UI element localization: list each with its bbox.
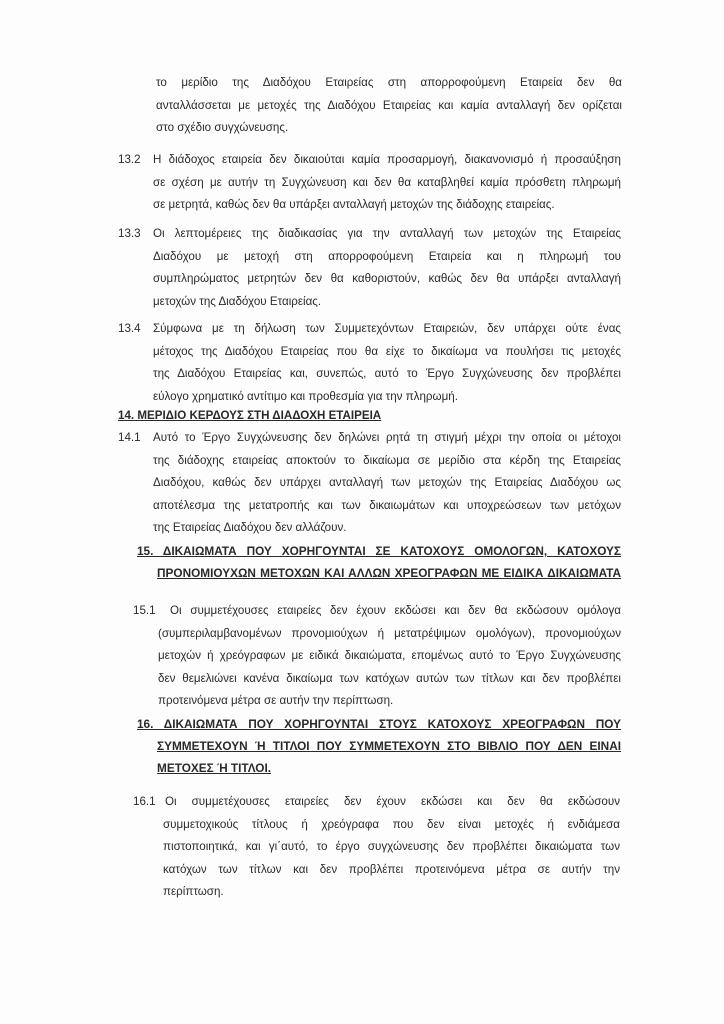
- section-heading-14: [118, 405, 381, 427]
- text-line: μέτοχος της Διαδόχου Εταιρείας που θα είχε το δικαίωμα να πουλήσει τις μετοχές: [153, 344, 621, 358]
- paragraph-16-1: [165, 791, 620, 904]
- text-line: μετοχών ή χρεόγραφων με ειδικά δικαιώματα, επομένως αυτό το Έργο Συγχώνευσης: [158, 649, 621, 663]
- heading-text: 14. ΜΕΡΙΔΙΟ ΚΕΡΔΟΥΣ ΣΤΗ ΔΙΑΔΟΧΗ ΕΤΑΙΡΕΙΑ: [118, 409, 382, 422]
- intro-paragraph: [156, 72, 622, 140]
- text-line: πιστοποιητικά, και γι΄αυτό, το έργο συγχώνευσης δεν προβλέπει δικαιώματα των: [163, 840, 620, 854]
- text-line: μετοχών της Διαδόχου Εταιρείας.: [153, 294, 322, 308]
- text-line: (συμπεριλαμβανομένων προνομιούχων ή μετατρέψιμων ομολόγων), προνομιούχων: [158, 626, 621, 640]
- paragraph-13-3: [153, 223, 621, 313]
- text-line: αποτέλεσμα της μετατροπής και των δικαιωμάτων και υποχρεώσεων των μετόχων: [153, 498, 621, 512]
- text-line: της Διαδόχου Εταιρείας και, συνεπώς, αυτό το Έργο Συγχώνευσης δεν προβλέπει: [153, 367, 621, 381]
- paragraph-13-4: [153, 318, 621, 408]
- heading-line: 15. ΔΙΚΑΙΩΜΑΤΑ ΠΟΥ ΧΟΡΗΓΟΥΝΤΑΙ ΣΕ ΚΑΤΟΧΟΥΣ ΟΜΟΛΟΓΩΝ, ΚΑΤΟΧΟΥΣ: [137, 544, 621, 558]
- text-line: δεν θεμελιώνει κανένα δικαίωμα των κατόχων αυτών των τίτλων και δεν προβλέπει: [158, 671, 621, 685]
- section-heading-15: [137, 540, 621, 584]
- text-line: Διαδόχου με μετοχή στη απορροφούμενη Εταιρεία και η πληρωμή του: [153, 249, 621, 263]
- paragraph-number: 13.3: [118, 227, 141, 240]
- text-line: προτεινόμενα μέτρα σε αυτήν την περίπτωση.: [158, 694, 394, 708]
- text-line: περίπτωση.: [163, 885, 224, 899]
- text-line: συμπληρώματος μετρητών δεν θα καθοριστούν, καθώς δεν θα υπάρξει ανταλλαγή: [153, 272, 621, 286]
- text-line: σε μετρητά, καθώς δεν θα υπάρξει ανταλλαγή μετοχών της διάδοχης εταιρείας.: [153, 198, 555, 212]
- text-line: της Εταιρείας Διαδόχου δεν αλλάζουν.: [153, 521, 347, 535]
- text-line: Οι συμμετέχουσες εταιρείες δεν έχουν εκδώσει και δεν θα εκδώσουν ομόλογα: [170, 604, 621, 617]
- paragraph-number: 15.1: [133, 604, 156, 617]
- paragraph-13-2: [153, 149, 621, 217]
- heading-line: ΣΥΜΜΕΤΕΧΟΥΝ Ή ΤΙΤΛΟΙ ΠΟΥ ΣΥΜΜΕΤΕΧΟΥΝ ΣΤΟ ΒΙΒΛΙΟ ΠΟΥ ΔΕΝ ΕΙΝΑΙ: [157, 739, 621, 753]
- text-line: Σύμφωνα με τη δήλωση των Συμμετεχόντων Εταιρειών, δεν υπάρχει ούτε ένας: [153, 322, 621, 335]
- section-heading-16: [137, 713, 621, 779]
- paragraph-number: 16.1: [133, 795, 156, 808]
- text-line: εύλογο χρηματικό αντίτιμο και προθεσμία για την πληρωμή.: [153, 389, 458, 403]
- heading-line: ΠΡΟΝΟΜΙΟΥΧΩΝ ΜΕΤΟΧΩΝ ΚΑΙ ΑΛΛΩΝ ΧΡΕΟΓΡΑΦΩΝ ΜΕ ΕΙΔΙΚΑ ΔΙΚΑΙΩΜΑΤΑ: [157, 566, 621, 580]
- text-line: Η διάδοχος εταιρεία δεν δικαιούται καμία προσαρμογή, διακανονισμό ή προσαύξηση: [153, 153, 621, 166]
- text-line: στο σχέδιο συγχώνευσης.: [156, 121, 289, 135]
- text-line: συμμετοχικούς τίτλους ή χρεόγραφα που δεν είναι μετοχές ή ενδιάμεσα: [163, 817, 620, 831]
- paragraph-number: 13.2: [118, 153, 141, 166]
- paragraph-number: 13.4: [118, 322, 141, 335]
- text-line: κατόχων των τίτλων και δεν προβλέπει προτεινόμενα μέτρα σε αυτήν την: [163, 862, 620, 876]
- text-line: Οι συμμετέχουσες εταιρείες δεν έχουν εκδώσει και δεν θα εκδώσουν: [165, 795, 620, 808]
- text-line: σε σχέση με αυτήν τη Συγχώνευση και δεν θα καταβληθεί καμία πρόσθετη πληρωμή: [153, 175, 621, 189]
- heading-line: 16. ΔΙΚΑΙΩΜΑΤΑ ΠΟΥ ΧΟΡΗΓΟΥΝΤΑΙ ΣΤΟΥΣ ΚΑΤΟΧΟΥΣ ΧΡΕΟΓΡΑΦΩΝ ΠΟΥ: [137, 717, 621, 731]
- text-line: ανταλλάσσεται με μετοχές της Διαδόχου Εταιρείας και καμία ανταλλαγή δεν ορίζεται: [156, 98, 622, 112]
- paragraph-14-1: [153, 427, 621, 540]
- text-line: Οι λεπτομέρειες της διαδικασίας για την ανταλλαγή των μετοχών της Εταιρείας: [153, 227, 621, 240]
- text-line: της διάδοχης εταιρείας αποκτούν το δικαίωμα σε μερίδιο στα κέρδη της Εταιρείας: [153, 453, 621, 467]
- text-line: Αυτό το Έργο Συγχώνευσης δεν δηλώνει ρητά τη στιγμή μέχρι την οποία οι μέτοχοι: [153, 431, 621, 444]
- paragraph-15-1: [158, 600, 621, 713]
- heading-line: ΜΕΤΟΧΕΣ Ή ΤΙΤΛΟΙ.: [157, 761, 272, 775]
- text-line: Διαδόχου, καθώς δεν υπάρχει ανταλλαγή των μετοχών της Εταιρείας Διαδόχου ως: [153, 476, 621, 490]
- paragraph-number: 14.1: [118, 431, 141, 444]
- text-line: το μερίδιο της Διαδόχου Εταιρείας στη απορροφούμενη Εταιρεία δεν θα: [156, 76, 622, 89]
